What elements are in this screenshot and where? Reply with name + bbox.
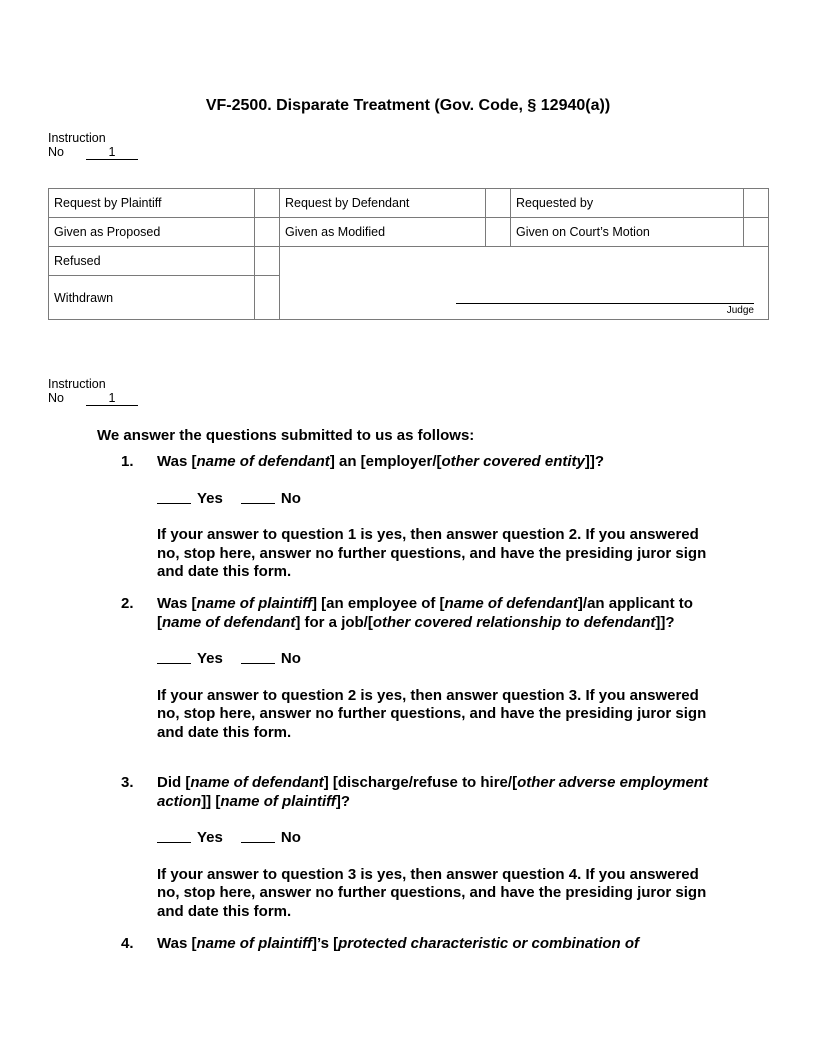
question-number: 1. [121, 453, 134, 470]
italic-placeholder: other covered relationship to defendant [372, 613, 656, 631]
question-text [157, 595, 721, 632]
given-as-proposed-box[interactable] [255, 218, 280, 247]
given-as-proposed-label: Given as Proposed [49, 218, 255, 247]
yes-blank[interactable] [157, 829, 191, 843]
instruction-label: Instruction [48, 377, 106, 391]
instruction-number: 1 [86, 392, 138, 406]
text-segment: Did [ [157, 774, 191, 791]
question-text [157, 935, 721, 954]
text-segment: ]? [335, 792, 351, 810]
yes-blank[interactable] [157, 650, 191, 664]
italic-placeholder: other covered entity [441, 453, 585, 470]
given-as-modified-box[interactable] [486, 218, 511, 247]
italic-placeholder: other adverse employment action [157, 774, 708, 810]
judge-signature-line[interactable] [456, 303, 754, 304]
judge-signature-area [280, 247, 769, 320]
refused-box[interactable] [255, 247, 280, 276]
request-by-plaintiff-label: Request by Plaintiff [49, 189, 255, 218]
italic-placeholder: name of defendant [162, 613, 296, 631]
instruction-no-label: No [48, 145, 64, 159]
question-instruction: If your answer to question 2 is yes, then answer question 3. If you answered no, stop here, answer no further questions, and have the presiding juror sign and date this form. [157, 686, 707, 741]
given-as-modified-label: Given as Modified [280, 218, 486, 247]
instruction-number: 1 [86, 146, 138, 160]
italic-placeholder: name of plaintiff [196, 935, 313, 952]
yes-label: Yes [197, 650, 223, 667]
text-segment: ] [discharge/refuse to hire/[ [323, 774, 518, 791]
italic-placeholder: name of plaintiff [196, 595, 313, 612]
text-segment: ] [an employee of [ [312, 595, 445, 612]
question-1 [121, 453, 721, 582]
text-segment: ] an [employer/[ [329, 453, 442, 470]
refused-label: Refused [49, 247, 255, 276]
question-text [157, 774, 721, 811]
text-segment: Was [ [157, 453, 197, 470]
no-blank[interactable] [241, 650, 275, 664]
judge-label: Judge [726, 305, 754, 316]
request-table [48, 188, 769, 320]
page-title: VF-2500. Disparate Treatment (Gov. Code, § 12940(a)) [205, 97, 611, 114]
yes-label: Yes [197, 489, 223, 507]
yes-no-answer [157, 650, 721, 669]
question-number: 3. [121, 774, 134, 791]
question-number: 2. [121, 595, 134, 612]
question-instruction: If your answer to question 1 is yes, then answer question 2. If you answered no, stop here, answer no further questions, and have the presiding juror sign and date this form. [157, 526, 707, 580]
question-number: 4. [121, 935, 134, 952]
text-segment: ]’s [ [312, 935, 339, 952]
given-on-courts-motion-label: Given on Court’s Motion [511, 218, 744, 247]
text-segment: ]/an applicant to [ [157, 595, 693, 631]
no-blank[interactable] [241, 829, 275, 843]
italic-placeholder: name of defendant [196, 453, 330, 470]
verdict-intro: We answer the questions submitted to us as follows: [97, 427, 475, 444]
withdrawn-label: Withdrawn [49, 276, 255, 320]
no-label: No [280, 650, 301, 667]
italic-placeholder: protected characteristic or combination of [338, 935, 640, 952]
no-label: No [280, 829, 301, 846]
italic-placeholder: name of plaintiff [220, 792, 336, 810]
withdrawn-box[interactable] [255, 276, 280, 320]
no-blank[interactable] [241, 490, 275, 504]
question-instruction: If your answer to question 3 is yes, then answer question 4. If you answered no, stop here, answer no further questions, and have the presiding juror sign and date this form. [157, 865, 707, 920]
instruction-label: Instruction [48, 131, 106, 145]
request-by-defendant-box[interactable] [486, 189, 511, 218]
yes-blank[interactable] [157, 490, 191, 504]
no-label: No [280, 489, 301, 507]
yes-label: Yes [197, 829, 223, 846]
text-segment: Was [ [157, 595, 197, 612]
text-segment: ]]? [584, 453, 605, 470]
instruction-number-block [48, 131, 138, 160]
given-on-courts-motion-box[interactable] [744, 218, 769, 247]
italic-placeholder: name of defendant [190, 774, 324, 791]
requested-by-box[interactable] [744, 189, 769, 218]
text-segment: Was [ [157, 935, 197, 952]
italic-placeholder: name of defendant [444, 595, 578, 612]
request-by-defendant-label: Request by Defendant [280, 189, 486, 218]
text-segment: ] for a job/[ [295, 613, 373, 631]
question-4 [121, 935, 721, 954]
instruction-no-label: No [48, 391, 64, 405]
instruction-number-block-2 [48, 377, 138, 406]
yes-no-answer [157, 829, 721, 848]
yes-no-answer [157, 490, 721, 509]
text-segment: ]]? [655, 613, 675, 631]
question-3 [121, 774, 721, 921]
request-by-plaintiff-box[interactable] [255, 189, 280, 218]
question-text [157, 453, 721, 472]
question-2 [121, 595, 721, 742]
text-segment: ]] [ [201, 792, 221, 810]
requested-by-label: Requested by [511, 189, 744, 218]
